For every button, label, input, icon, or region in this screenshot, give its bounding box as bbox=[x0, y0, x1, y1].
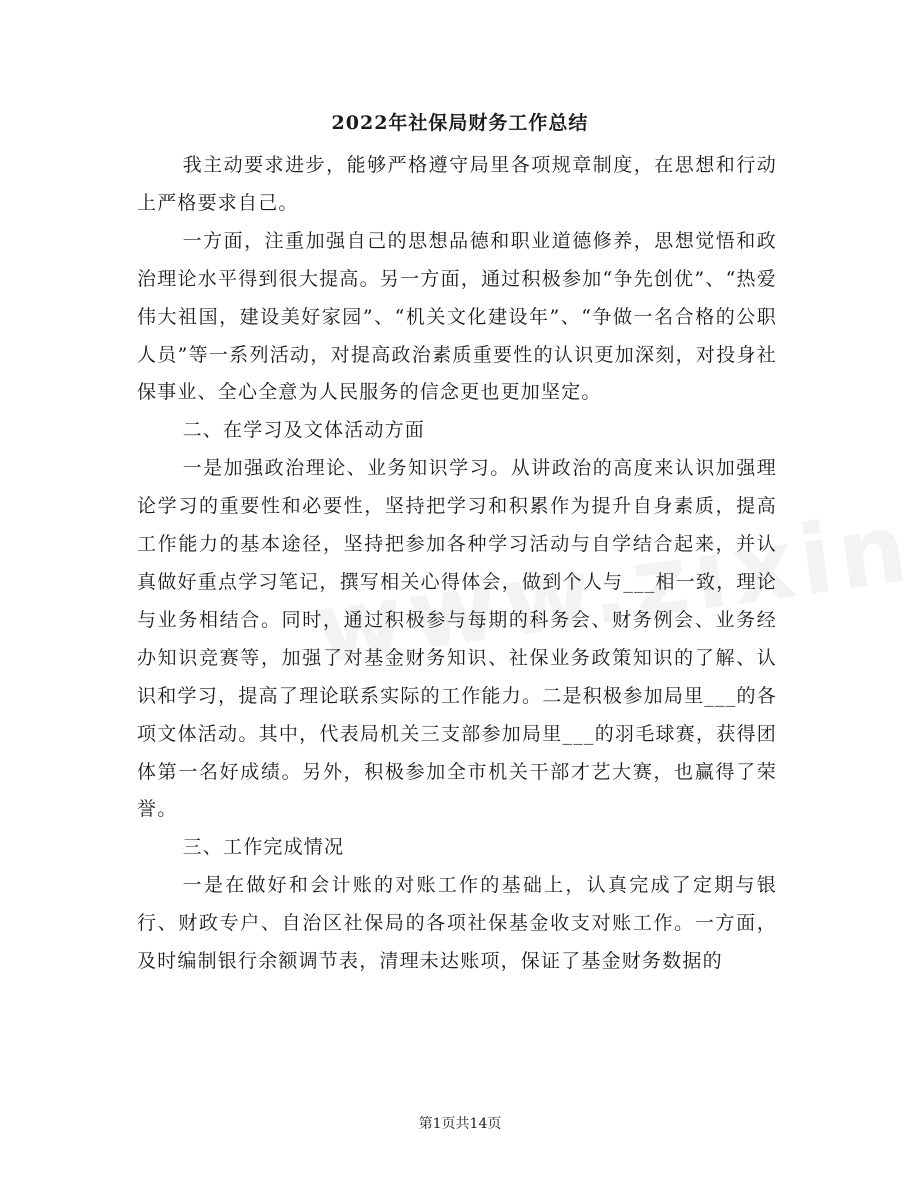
section-heading-study: 二、在学习及文体活动方面 bbox=[182, 419, 425, 442]
paragraph-3: 一是加强政治理论、业务知识学习。从讲政治的高度来认识加强理论学习的重要性和必要性，坚持把学习和积累作为提升自身素质，提高工作能力的基本途径，坚持把参加各种学习活动与自学结合起来，并认真做好重点学习笔记，撰写相关心得体会，做到个人与___相一致，理论与业务相结合。同时，通过积极参与每期的科务会、财务例会、业务经办知识竞赛等，加强了对基金财务知识、社保业务政策知识的了解、认识和学习，提高了理论联系实际的工作能力。二是积极参加局里___的各项文体活动。其中，代表局机关三支部参加局里___的羽毛球赛，获得团体第一名好成绩。另外，积极参加全市机关干部才艺大赛，也赢得了荣誉。 bbox=[137, 457, 777, 821]
document-body bbox=[137, 147, 777, 981]
page-number: 第1页共14页 bbox=[418, 1116, 502, 1132]
paragraph-1: 我主动要求进步，能够严格遵守局里各项规章制度，在思想和行动上严格要求自己。 bbox=[137, 154, 777, 214]
paragraph-4: 一是在做好和会计账的对账工作的基础上，认真完成了定期与银行、财政专户、自治区社保局的各项社保基金收支对账工作。一方面，及时编制银行余额调节表，清理未达账项，保证了基金财务数据的 bbox=[137, 874, 777, 973]
document-title: 2022年社保局财务工作总结 bbox=[331, 112, 589, 134]
paragraph-2: 一方面，注重加强自己的思想品德和职业道德修养，思想觉悟和政治理论水平得到很大提高。另一方面，通过积极参加“争先创优”、“热爱伟大祖国，建设美好家园”、“机关文化建设年”、“争做一名合格的公职人员”等一系列活动，对提高政治素质重要性的认识更加深刻，对投身社保事业、全心全意为人民服务的信念更也更加坚定。 bbox=[137, 229, 777, 404]
section-heading-work: 三、工作完成情况 bbox=[182, 836, 345, 859]
